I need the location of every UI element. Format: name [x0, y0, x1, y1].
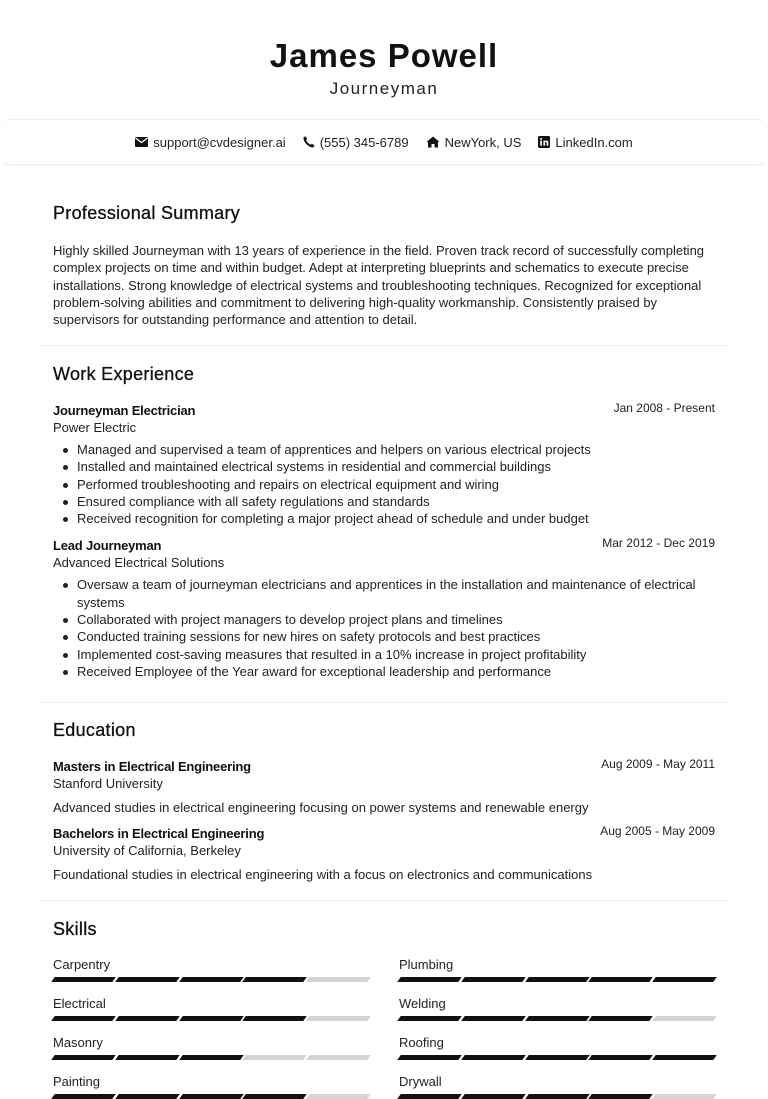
skill-rating-segment — [306, 977, 370, 982]
skill-item — [399, 1074, 715, 1099]
skills-heading: Skills — [53, 919, 97, 939]
skill-name: Painting — [53, 1074, 100, 1089]
job-dates: Mar 2012 - Dec 2019 — [602, 536, 715, 551]
skill-item — [399, 996, 715, 1021]
contact-linkedin[interactable] — [538, 135, 632, 150]
job-bullet: Ensured compliance with all safety regulations and standards — [61, 493, 715, 510]
skill-rating-segment — [243, 1016, 307, 1021]
summary-text: Highly skilled Journeyman with 13 years of experience in the field. Proven track record of successfully completing complex projects on time and within budget. Adept at interpreting blueprints and schematics to execute precise installations. Strong knowledge of electrical systems and troubleshooting techniques. Recognized for exceptional problem-solving abilities and commitment to delivering high-quality workmanship. Consistently praised by supervisors for outstanding performance and attention to detail. — [53, 243, 705, 328]
skill-item — [53, 1035, 369, 1060]
skill-rating-segment — [397, 1016, 461, 1021]
skill-rating-segment — [397, 977, 461, 982]
education-description: Advanced studies in electrical engineering focusing on power systems and renewable energy — [53, 800, 589, 815]
education-section — [53, 720, 715, 882]
job-title: Journeyman Electrician — [53, 403, 196, 418]
experience-section — [53, 364, 715, 680]
job-bullet: Implemented cost-saving measures that resulted in a 10% increase in project profitability — [61, 646, 715, 663]
job-dates: Jan 2008 - Present — [613, 401, 715, 415]
education-dates: Aug 2009 - May 2011 — [601, 757, 715, 771]
skill-name: Masonry — [53, 1035, 103, 1050]
skill-rating-segment — [51, 977, 115, 982]
education-degree: Masters in Electrical Engineering — [53, 759, 251, 774]
skill-rating-segment — [51, 1055, 115, 1060]
skill-name: Carpentry — [53, 957, 111, 972]
skill-rating-segment — [652, 1055, 716, 1060]
job-entry — [53, 403, 715, 527]
skill-name: Welding — [399, 996, 446, 1011]
job-bullets — [61, 441, 715, 527]
skill-item — [53, 957, 369, 982]
skill-rating-segment — [179, 977, 243, 982]
phone-icon — [303, 136, 315, 148]
skill-rating-bar — [53, 1016, 369, 1021]
skill-rating-segment — [243, 1055, 307, 1060]
skill-rating-segment — [243, 977, 307, 982]
skill-rating-segment — [306, 1094, 370, 1099]
skill-rating-segment — [652, 977, 716, 982]
contact-location-text: NewYork, US — [444, 134, 522, 150]
skill-rating-segment — [652, 1016, 716, 1021]
education-heading: Education — [53, 720, 136, 740]
skill-rating-segment — [525, 1055, 589, 1060]
skill-rating-bar — [53, 1055, 369, 1060]
skill-rating-segment — [525, 1094, 589, 1099]
skill-name: Plumbing — [399, 957, 454, 972]
skill-rating-segment — [306, 1016, 370, 1021]
job-bullet: Conducted training sessions for new hires on safety protocols and best practices — [61, 628, 715, 645]
job-title: Lead Journeyman — [53, 538, 162, 554]
skill-rating-segment — [652, 1094, 716, 1099]
education-school: Stanford University — [53, 776, 163, 791]
job-bullet: Oversaw a team of journeyman electricians and apprentices in the installation and maintenance of electrical systems — [61, 576, 715, 611]
skill-name: Drywall — [399, 1074, 442, 1089]
job-bullet: Installed and maintained electrical systems in residential and commercial buildings — [61, 458, 715, 475]
job-bullet: Collaborated with project managers to develop project plans and timelines — [61, 611, 715, 628]
skill-rating-segment — [179, 1016, 243, 1021]
resume-header — [0, 0, 768, 99]
skill-rating-segment — [115, 977, 179, 982]
skill-rating-segment — [525, 977, 589, 982]
skill-rating-segment — [461, 1094, 525, 1099]
skill-rating-bar — [399, 1016, 715, 1021]
skill-rating-segment — [51, 1094, 115, 1099]
skill-rating-bar — [53, 1094, 369, 1099]
skill-rating-segment — [461, 1055, 525, 1060]
skills-section — [53, 919, 715, 940]
skill-rating-segment — [306, 1055, 370, 1060]
education-entry — [53, 759, 715, 815]
skill-rating-segment — [589, 977, 653, 982]
skill-rating-bar — [399, 1094, 715, 1099]
contact-phone[interactable] — [303, 135, 409, 150]
experience-heading: Work Experience — [53, 364, 195, 384]
contact-email-text: support@cvdesigner.ai — [153, 134, 286, 150]
skill-rating-segment — [589, 1016, 653, 1021]
contact-bar — [2, 119, 766, 165]
summary-section — [53, 203, 715, 328]
section-divider — [38, 900, 730, 901]
skill-rating-segment — [397, 1094, 461, 1099]
education-description: Foundational studies in electrical engineering with a focus on electronics and communications — [53, 867, 593, 882]
skill-rating-bar — [399, 977, 715, 982]
skill-rating-segment — [115, 1016, 179, 1021]
education-dates: Aug 2005 - May 2009 — [600, 824, 715, 838]
job-company: Power Electric — [53, 420, 137, 435]
skill-name: Electrical — [53, 996, 106, 1011]
summary-heading: Professional Summary — [53, 203, 241, 223]
job-bullet: Managed and supervised a team of apprentices and helpers on various electrical projects — [61, 441, 715, 458]
envelope-icon — [135, 137, 148, 147]
skill-rating-bar — [53, 977, 369, 982]
contact-location — [426, 135, 522, 150]
skill-rating-segment — [51, 1016, 115, 1021]
skill-name: Roofing — [399, 1035, 444, 1050]
candidate-name: James Powell — [269, 37, 499, 74]
section-divider — [38, 702, 730, 703]
contact-phone-text: (555) 345-6789 — [319, 134, 409, 150]
skill-rating-segment — [589, 1094, 653, 1099]
education-school: University of California, Berkeley — [53, 843, 241, 858]
skill-rating-segment — [179, 1094, 243, 1099]
skill-item — [53, 996, 369, 1021]
skill-item — [399, 1035, 715, 1060]
skill-rating-bar — [399, 1055, 715, 1060]
job-company: Advanced Electrical Solutions — [53, 555, 225, 571]
skill-rating-segment — [397, 1055, 461, 1060]
contact-email[interactable] — [135, 135, 285, 150]
linkedin-icon — [538, 136, 550, 148]
job-bullets — [61, 576, 715, 680]
skill-item — [53, 1074, 369, 1099]
education-entry — [53, 826, 715, 882]
job-bullet: Received Employee of the Year award for exceptional leadership and performance — [61, 663, 715, 680]
job-entry — [53, 538, 715, 680]
job-bullet: Performed troubleshooting and repairs on electrical equipment and wiring — [61, 476, 715, 493]
skills-grid — [53, 957, 715, 1099]
skill-rating-segment — [115, 1055, 179, 1060]
home-icon — [426, 136, 440, 148]
skill-rating-segment — [525, 1016, 589, 1021]
skill-rating-segment — [243, 1094, 307, 1099]
contact-linkedin-text: LinkedIn.com — [555, 134, 633, 150]
skill-rating-segment — [179, 1055, 243, 1060]
skill-rating-segment — [461, 1016, 525, 1021]
candidate-title: Journeyman — [329, 79, 439, 98]
skill-rating-segment — [115, 1094, 179, 1099]
job-bullet: Received recognition for completing a major project ahead of schedule and under budget — [61, 510, 715, 527]
skill-item — [399, 957, 715, 982]
skill-rating-segment — [589, 1055, 653, 1060]
skill-rating-segment — [461, 977, 525, 982]
section-divider — [38, 345, 730, 346]
education-degree: Bachelors in Electrical Engineering — [53, 826, 265, 841]
